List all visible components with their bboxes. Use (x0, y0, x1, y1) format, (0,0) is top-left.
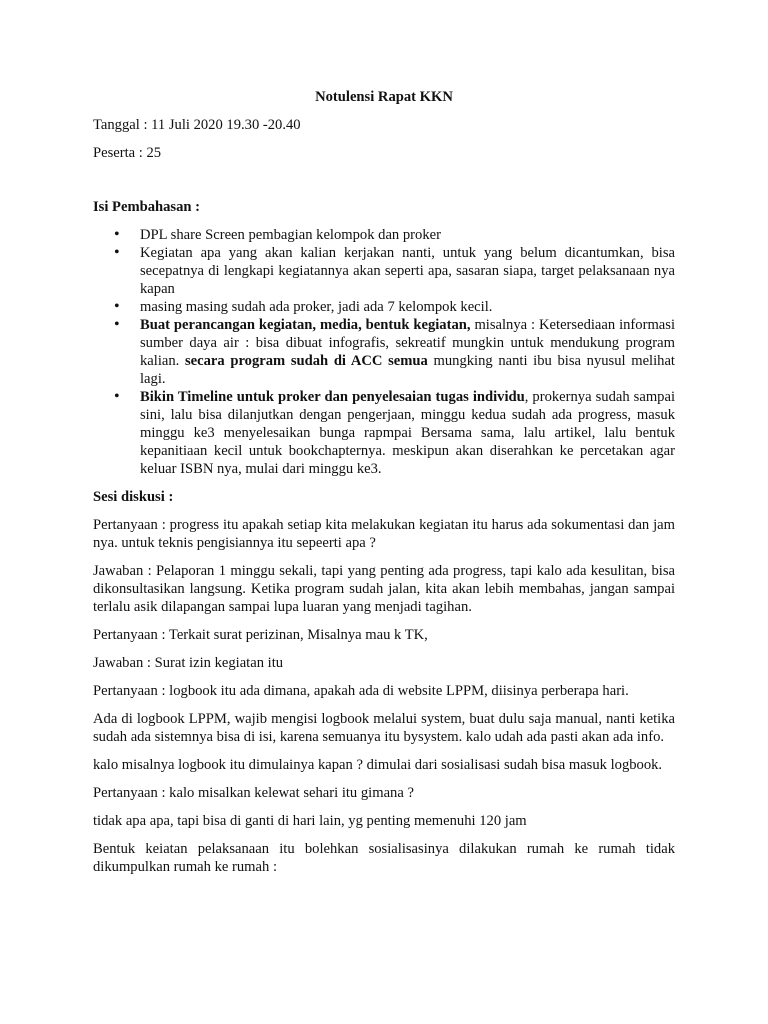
list-item (93, 316, 675, 388)
isi-pembahasan-heading: Isi Pembahasan : (93, 199, 201, 215)
diskusi-paragraph: tidak apa apa, tapi bisa di ganti di hari lain, yg penting memenuhi 120 jam (93, 813, 527, 829)
diskusi-paragraph: kalo misalnya logbook itu dimulainya kapan ? dimulai dari sosialisasi sudah bisa masuk logbook. (93, 757, 663, 773)
list-item-bold-text: Buat perancangan kegiatan, media, bentuk kegiatan, (140, 317, 471, 333)
list-item (93, 298, 675, 316)
list-item-text: Kegiatan apa yang akan kalian kerjakan nanti, untuk yang belum dicantumkan, bisa secepatnya di lengkapi kegiatannya akan seperti apa, sasaran siapa, target pelaksanaan nya kapan (140, 245, 675, 297)
list-item (93, 226, 675, 244)
list-item-text: DPL share Screen pembagian kelompok dan proker (140, 227, 441, 243)
peserta-line: Peserta : 25 (93, 145, 162, 161)
page-title: Notulensi Rapat KKN (315, 89, 453, 105)
diskusi-paragraph: Pertanyaan : logbook itu ada dimana, apakah ada di website LPPM, diisinya perberapa hari. (93, 683, 629, 699)
list-item-text: misalnya : Ketersediaan informasi sumber daya air : bisa dibuat infografis, sekreatif mungkin untuk mendukung program kalian. (140, 317, 676, 369)
list-item-text: , prokernya sudah sampai sini, lalu bisa dilanjutkan dengan pengerjaan, minggu kedua sudah ada progress, masuk minggu ke3 menyelesaikan bunga rapmpai Bersama sama, lalu artikel, lalu bentuk kepanitiaan kecil untuk bookchapternya. meskipun akan diserahkan ke percetakan agar keluar ISBN nya, mulai dari minggu ke3. (140, 389, 676, 477)
diskusi-paragraph: Jawaban : Pelaporan 1 minggu sekali, tapi yang penting ada progress, tapi kalo ada kesulitan, bisa dikonsultasikan langsung. Ketika program sudah jalan, kita akan lebih membahas, jangan sampai terlalu asik dilapangan sampai lupa luaran yang menjadi tagihan. (93, 563, 675, 615)
tanggal-line: Tanggal : 11 Juli 2020 19.30 -20.40 (93, 117, 301, 133)
document-body (93, 88, 675, 876)
list-item-bold-text: Bikin Timeline untuk proker dan penyelesaian tugas individu (140, 389, 525, 405)
list-item (93, 244, 675, 298)
diskusi-paragraph: Pertanyaan : Terkait surat perizinan, Misalnya mau k TK, (93, 627, 428, 643)
diskusi-paragraph: Pertanyaan : progress itu apakah setiap kita melakukan kegiatan itu harus ada sokumentasi dan jam nya. untuk teknis pengisiannya itu sepeerti apa ? (93, 517, 675, 551)
list-item-bold-text: secara program sudah di ACC semua (184, 353, 428, 369)
diskusi-paragraph: Jawaban : Surat izin kegiatan itu (93, 655, 284, 671)
diskusi-paragraph: Pertanyaan : kalo misalkan kelewat sehari itu gimana ? (93, 785, 414, 801)
pembahasan-list (93, 226, 675, 478)
list-item-text: masing masing sudah ada proker, jadi ada 7 kelompok kecil. (140, 299, 493, 315)
sesi-diskusi-heading: Sesi diskusi : (93, 489, 174, 505)
diskusi-paragraph: Ada di logbook LPPM, wajib mengisi logbook melalui system, buat dulu saja manual, nanti ketika sudah ada sistemnya bisa di isi, karena semuanya itu bysystem. kalo udah ada pasti akan ada info. (93, 711, 675, 745)
list-item-text: mungking nanti ibu bisa nyusul melihat lagi. (140, 353, 675, 387)
list-item (93, 388, 675, 478)
diskusi-paragraph: Bentuk keiatan pelaksanaan itu bolehkan sosialisasinya dilakukan rumah ke rumah tidak dikumpulkan rumah ke rumah : (93, 841, 675, 875)
